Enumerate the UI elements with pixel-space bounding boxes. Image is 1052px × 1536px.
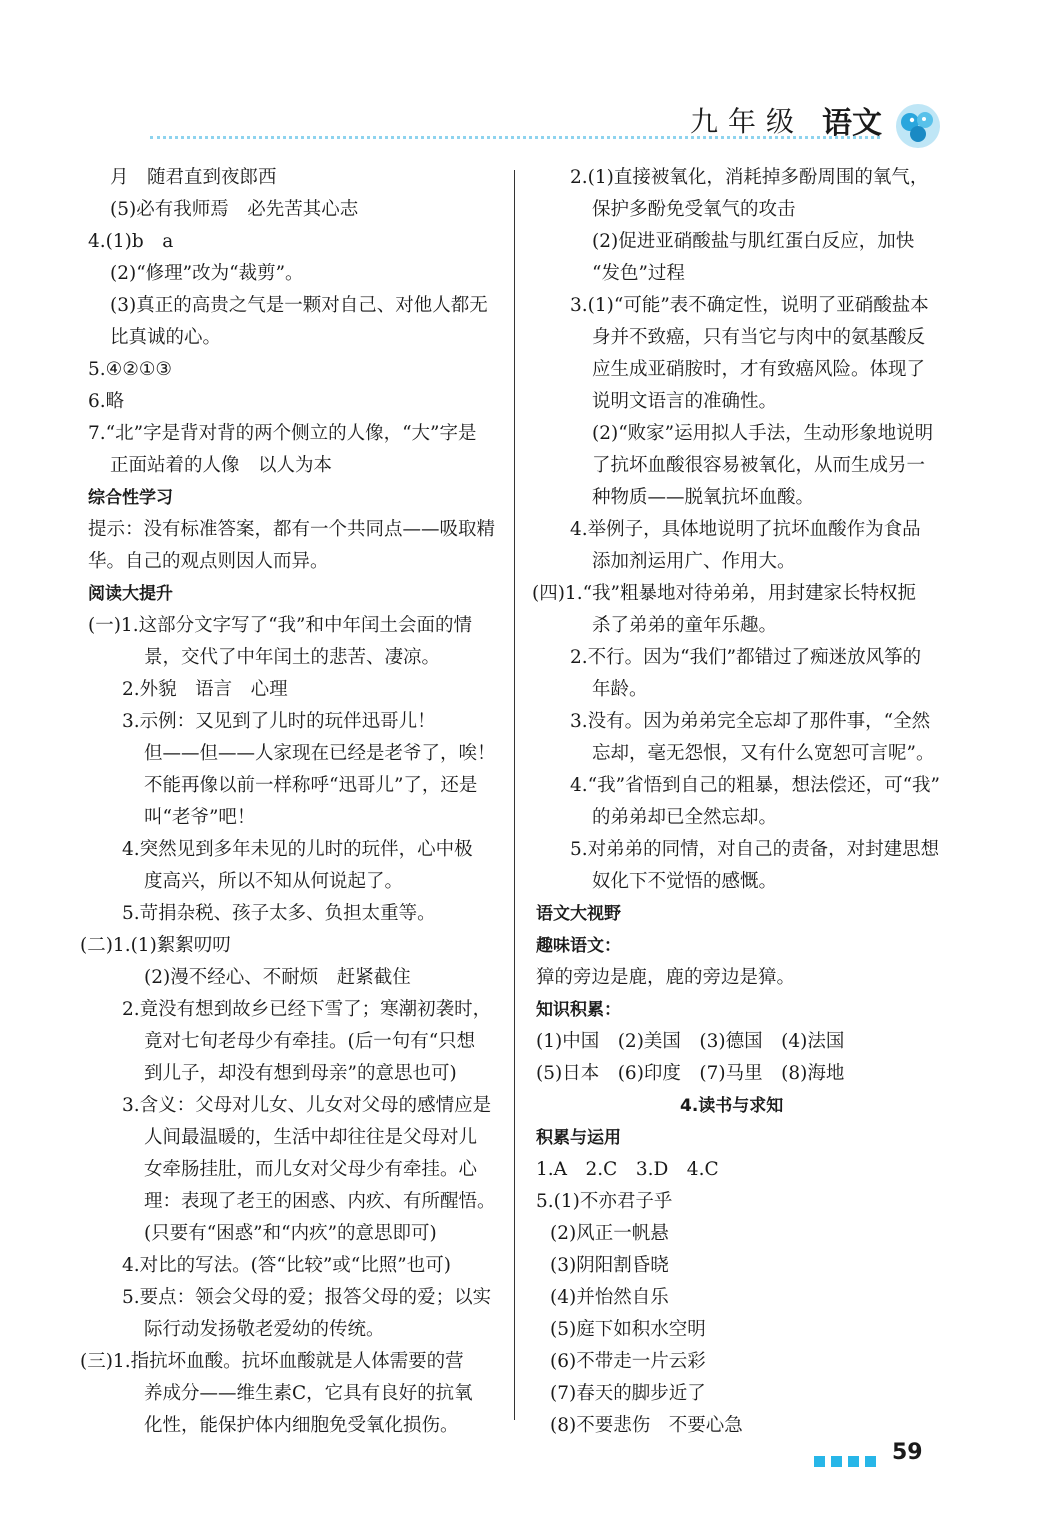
text-line: 度高兴，所以不知从何说起了。	[144, 871, 404, 892]
text-line: (6)不带走一片云彩	[550, 1351, 706, 1372]
section-heading: 综合性学习	[88, 488, 173, 508]
text-line: (7)春天的脚步近了	[550, 1383, 706, 1404]
page-number: 59	[892, 1440, 923, 1465]
text-line: (5)庭下如积水空明	[550, 1319, 706, 1340]
text-line: 身并不致癌，只有当它与肉中的氨基酸反	[592, 327, 926, 348]
text-line: (只要有“困惑”和“内疚”的意思即可)	[144, 1223, 437, 1244]
text-line: (四)1.“我”粗暴地对待弟弟，用封建家长特权扼	[532, 583, 917, 604]
text-line: (二)1.(1)絮絮叨叨	[80, 935, 231, 956]
text-line: 3.示例：又见到了儿时的玩伴迅哥儿！	[122, 711, 436, 732]
column-divider	[514, 170, 515, 1420]
text-line: 忘却，毫无怨恨，又有什么宽恕可言呢”。	[592, 743, 935, 764]
text-line: 5.④②①③	[88, 359, 172, 380]
text-line: 但——但——人家现在已经是老爷了，唉！	[144, 743, 496, 764]
text-line: 不能再像以前一样称呼“迅哥儿”了，还是	[144, 775, 478, 796]
text-line: (2)漫不经心、不耐烦 赶紧截住	[144, 967, 411, 988]
mascot-icon	[890, 96, 946, 152]
text-line: (4)并怡然自乐	[550, 1287, 669, 1308]
text-line: 2.(1)直接被氧化，消耗掉多酚周围的氧气，	[570, 167, 929, 188]
text-line: 说明文语言的准确性。	[592, 391, 778, 412]
text-line: (2)“败家”运用拟人手法，生动形象地说明	[592, 423, 934, 444]
text-line: 竟对七旬老母少有牵挂。(后一句有“只想	[144, 1031, 476, 1052]
text-line: (2)促进亚硝酸盐与肌红蛋白反应，加快	[592, 231, 915, 252]
text-line: 7.“北”字是背对背的两个侧立的人像，“大”字是	[88, 423, 477, 444]
text-line: 5.苛捐杂税、孩子太多、负担太重等。	[122, 903, 436, 924]
text-line: 月 随君直到夜郎西	[110, 167, 277, 188]
section-heading: 语文大视野	[536, 904, 621, 924]
text-line: (3)阴阳割昏晓	[550, 1255, 669, 1276]
text-line: 比真诚的心。	[110, 327, 222, 348]
text-line: 年龄。	[592, 679, 648, 700]
text-line: 叫“老爷”吧！	[144, 807, 256, 828]
text-line: 6.略	[88, 391, 125, 412]
text-line: 保护多酚免受氧气的攻击	[592, 199, 796, 220]
text-line: 女牵肠挂肚，而儿女对父母少有牵挂。心	[144, 1159, 478, 1180]
text-line: 5.(1)不亦君子乎	[536, 1191, 673, 1212]
text-line: 种物质——脱氧抗坏血酸。	[592, 487, 815, 508]
text-line: 应生成亚硝胺时，才有致癌风险。体现了	[592, 359, 926, 380]
text-line: 4.“我”省悟到自己的粗暴，想法偿还，可“我”	[570, 775, 940, 796]
text-line: 4.突然见到多年未见的儿时的玩伴，心中极	[122, 839, 473, 860]
section-heading: 积累与运用	[536, 1128, 621, 1148]
text-line: (三)1.指抗坏血酸。抗坏血酸就是人体需要的营	[80, 1351, 464, 1372]
text-line: 5.对弟弟的同情，对自己的责备，对封建思想	[570, 839, 940, 860]
text-line: (5)必有我师焉 必先苦其心志	[110, 199, 359, 220]
text-line: 2.外貌 语言 心理	[122, 679, 288, 700]
text-line: 4.举例子，具体地说明了抗坏血酸作为食品	[570, 519, 921, 540]
text-line: 正面站着的人像 以人为本	[110, 455, 333, 476]
text-line: (2)风正一帆悬	[550, 1223, 669, 1244]
text-line: (1)中国 (2)美国 (3)德国 (4)法国	[536, 1031, 845, 1052]
subsection-heading: 知识积累：	[536, 1000, 621, 1020]
text-line: 3.没有。因为弟弟完全忘却了那件事，“全然	[570, 711, 931, 732]
text-line: 4.对比的写法。(答“比较”或“比照”也可)	[122, 1255, 451, 1276]
text-line: 5.要点：领会父母的爱；报答父母的爱；以实	[122, 1287, 492, 1308]
chapter-title: 4.读书与求知	[680, 1096, 784, 1116]
subsection-heading: 趣味语文：	[536, 936, 621, 956]
text-line: 理：表现了老王的困惑、内疚、有所醒悟。	[144, 1191, 496, 1212]
text-line: 提示：没有标准答案，都有一个共同点——吸取精	[88, 519, 496, 540]
text-line: 景，交代了中年闰土的悲苦、凄凉。	[144, 647, 441, 668]
section-heading: 阅读大提升	[88, 584, 173, 604]
text-line: 到儿子，却没有想到母亲”的意思也可)	[144, 1063, 457, 1084]
text-line: 奴化下不觉悟的感慨。	[592, 871, 778, 892]
header-grade: 九年级	[690, 105, 805, 138]
text-line: 的弟弟却已全然忘却。	[592, 807, 778, 828]
text-line: 獐的旁边是鹿，鹿的旁边是獐。	[536, 967, 796, 988]
text-line: “发色”过程	[592, 263, 685, 284]
text-line: 添加剂运用广、作用大。	[592, 551, 796, 572]
text-line: 2.竟没有想到故乡已经下雪了；寒潮初袭时，	[122, 999, 492, 1020]
text-line: (2)“修理”改为“裁剪”。	[110, 263, 304, 284]
header-subject: 语文	[822, 106, 882, 141]
text-line: (5)日本 (6)印度 (7)马里 (8)海地	[536, 1063, 845, 1084]
text-line: 4.(1)b a	[88, 231, 174, 252]
text-line: 3.含义：父母对儿女、儿女对父母的感情应是	[122, 1095, 492, 1116]
text-line: 际行动发扬敬老爱幼的传统。	[144, 1319, 385, 1340]
text-line: (一)1.这部分文字写了“我”和中年闰土会面的情	[88, 615, 473, 636]
text-line: 人间最温暖的，生活中却往往是父母对儿	[144, 1127, 478, 1148]
footer-decoration	[814, 1452, 882, 1471]
text-line: 杀了弟弟的童年乐趣。	[592, 615, 778, 636]
text-line: (3)真正的高贵之气是一颗对自己、对他人都无	[110, 295, 488, 316]
text-line: 了抗坏血酸很容易被氧化，从而生成另一	[592, 455, 926, 476]
text-line: 华。自己的观点则因人而异。	[88, 551, 329, 572]
text-line: 养成分——维生素C，它具有良好的抗氧	[144, 1383, 473, 1404]
text-line: 3.(1)“可能”表不确定性，说明了亚硝酸盐本	[570, 295, 929, 316]
text-line: (8)不要悲伤 不要心急	[550, 1415, 743, 1436]
text-line: 2.不行。因为“我们”都错过了痴迷放风筝的	[570, 647, 922, 668]
text-line: 1.A 2.C 3.D 4.C	[536, 1159, 719, 1180]
text-line: 化性，能保护体内细胞免受氧化损伤。	[144, 1415, 459, 1436]
